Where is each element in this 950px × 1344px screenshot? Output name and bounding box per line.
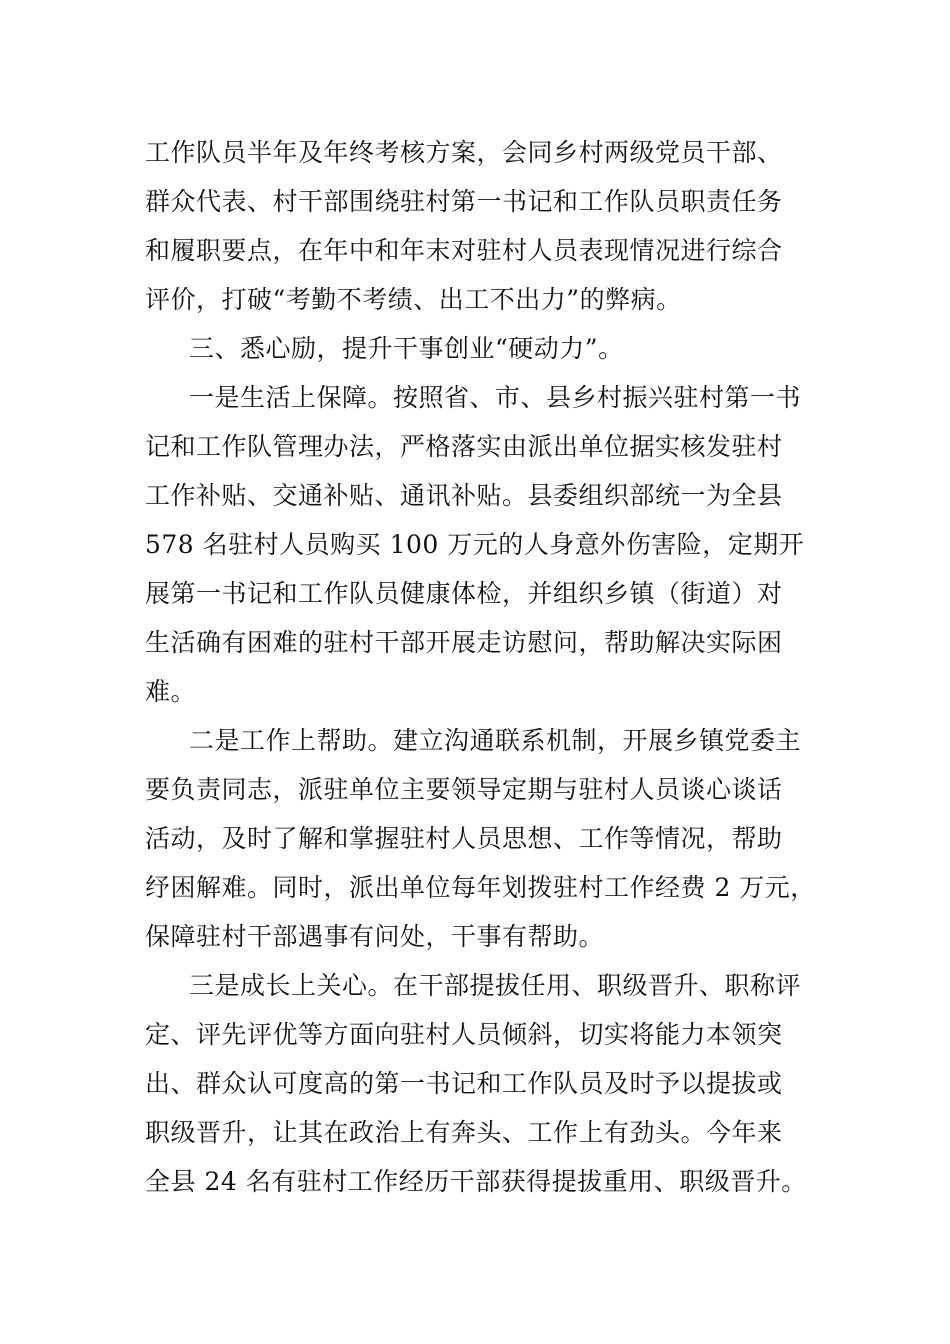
paragraph-line: 展第一书记和工作队员健康体检，并组织乡镇（街道）对 bbox=[145, 579, 783, 608]
paragraph-line: 纾困解难。同时，派出单位每年划拨驻村工作经费 2 万元， bbox=[145, 873, 816, 902]
paragraph-line: 一是生活上保障。按照省、市、县乡村振兴驻村第一书 bbox=[189, 383, 802, 412]
paragraph-line: 工作补贴、交通补贴、通讯补贴。县委组织部统一为全县 bbox=[145, 481, 783, 510]
paragraph-line: 保障驻村干部遇事有问处，干事有帮助。 bbox=[145, 922, 605, 951]
paragraph-line: 全县 24 名有驻村工作经历干部获得提拔重用、职级晋升。 bbox=[145, 1167, 807, 1196]
paragraph-line: 578 名驻村人员购买 100 万元的人身意外伤害险，定期开 bbox=[145, 530, 805, 559]
paragraph-line: 群众代表、村干部围绕驻村第一书记和工作队员职责任务 bbox=[145, 187, 783, 216]
paragraph-line: 记和工作队管理办法，严格落实由派出单位据实核发驻村 bbox=[145, 432, 783, 461]
paragraph-line: 评价，打破“考勤不考绩、出工不出力”的弊病。 bbox=[145, 285, 682, 314]
paragraph-line: 活动，及时了解和掌握驻村人员思想、工作等情况，帮助 bbox=[145, 824, 783, 853]
paragraph-line: 难。 bbox=[145, 677, 197, 706]
paragraph-line: 生活确有困难的驻村干部开展走访慰问，帮助解决实际困 bbox=[145, 628, 783, 657]
paragraph-line: 和履职要点，在年中和年末对驻村人员表现情况进行综合 bbox=[145, 236, 783, 265]
paragraph-line: 出、群众认可度高的第一书记和工作队员及时予以提拔或 bbox=[145, 1069, 783, 1098]
document-body bbox=[145, 128, 825, 1206]
paragraph-line: 定、评先评优等方面向驻村人员倾斜，切实将能力本领突 bbox=[145, 1020, 783, 1049]
paragraph-line: 三是成长上关心。在干部提拔任用、职级晋升、职称评 bbox=[189, 971, 802, 1000]
paragraph-line: 职级晋升，让其在政治上有奔头、工作上有劲头。今年来 bbox=[145, 1118, 783, 1147]
section-heading: 三、悉心励，提升干事创业“硬动力”。 bbox=[189, 334, 624, 363]
paragraph-line: 二是工作上帮助。建立沟通联系机制，开展乡镇党委主 bbox=[189, 726, 802, 755]
paragraph-line: 工作队员半年及年终考核方案，会同乡村两级党员干部、 bbox=[145, 138, 783, 167]
paragraph-line: 要负责同志，派驻单位主要领导定期与驻村人员谈心谈话 bbox=[145, 775, 783, 804]
